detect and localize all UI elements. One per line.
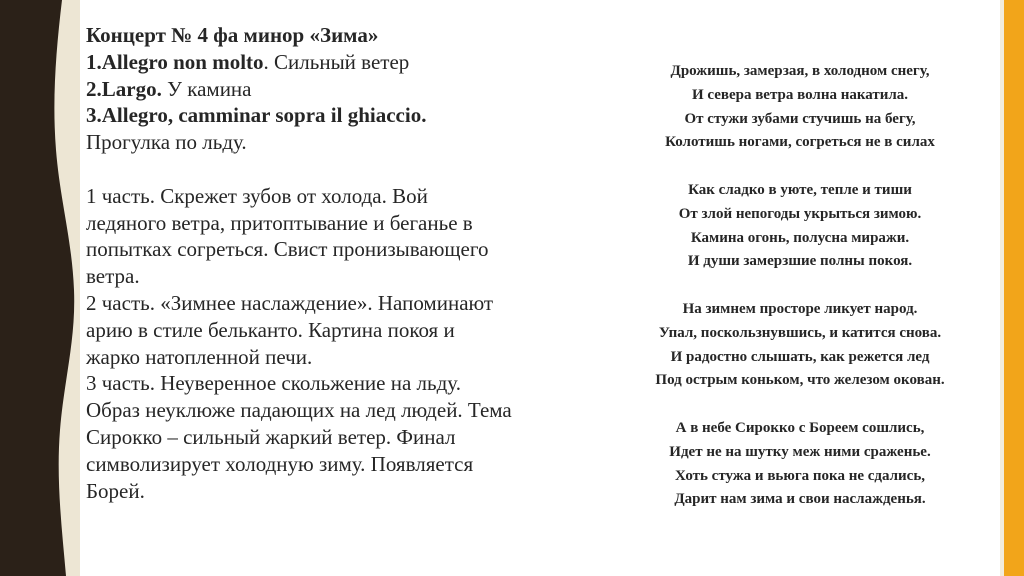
left-decorative-edge xyxy=(0,0,80,576)
movement-1-name: 1.Allegro non molto xyxy=(86,49,264,74)
movement-1 xyxy=(86,49,606,76)
poem-line: На зимнем просторе ликует народ. xyxy=(682,300,918,317)
description-line: символизирует холодную зиму. Появляется xyxy=(86,451,474,476)
description-line: 3 часть. Неуверенное скольжение на льду. xyxy=(86,371,461,396)
poem-line: И севера ветра волна накатила. xyxy=(691,86,909,103)
poem-line: От стужи зубами стучишь на бегу, xyxy=(684,110,916,127)
poem-line: А в небе Сирокко с Бореем сошлись, xyxy=(675,419,925,436)
description-line: жарко натопленной печи. xyxy=(86,344,313,369)
description-line: Образ неуклюже падающих на лед людей. Тема xyxy=(86,398,512,423)
description-line: ветра. xyxy=(86,264,140,289)
poem-line: Дарит нам зима и свои наслажденья. xyxy=(674,491,926,508)
poem-line: Как сладко в уюте, тепле и тиши xyxy=(688,181,912,198)
description-line: Сирокко – сильный жаркий ветер. Финал xyxy=(86,424,456,449)
poem xyxy=(610,60,990,512)
movement-3-subtitle: Прогулка по льду. xyxy=(86,130,247,155)
movement-1-subtitle: . Сильный ветер xyxy=(263,49,410,74)
poem-line: От злой непогоды укрыться зимою. xyxy=(678,205,922,222)
poem-line: Идет не на шутку меж ними сраженье. xyxy=(669,443,931,460)
poem-line: Хоть стужа и вьюга пока не сдались, xyxy=(674,467,926,484)
stanza-spacer xyxy=(610,155,990,179)
movement-2 xyxy=(86,76,606,103)
description-line: 2 часть. «Зимнее наслаждение». Напоминают xyxy=(86,290,494,315)
movement-3-name: 3.Allegro, camminar sopra il ghiaccio. xyxy=(86,103,427,128)
concert-title: Концерт № 4 фа минор «Зима» xyxy=(86,23,379,47)
concert-description xyxy=(86,22,606,504)
movement-2-name: 2.Largo. xyxy=(86,76,162,101)
poem-line: И души замерзшие полны покоя. xyxy=(687,253,913,270)
description-line: 1 часть. Скрежет зубов от холода. Вой xyxy=(86,183,428,208)
poem-line: И радостно слышать, как режется лед xyxy=(670,348,930,365)
right-decorative-edge xyxy=(1000,0,1024,576)
poem-line: Дрожишь, замерзая, в холодном снегу, xyxy=(670,63,930,79)
right-orange-band xyxy=(1004,0,1024,576)
poem-line: Колотишь ногами, согреться не в силах xyxy=(665,134,935,151)
movement-2-subtitle: У камина xyxy=(161,76,252,101)
poem-line: Камина огонь, полусна миражи. xyxy=(690,229,910,246)
description-line: арию в стиле бельканто. Картина покоя и xyxy=(86,317,455,342)
description-line: ледяного ветра, притоптывание и беганье в xyxy=(86,210,473,235)
description-line: Борей. xyxy=(86,478,145,503)
poem-line: Под острым коньком, что железом окован. xyxy=(655,372,945,389)
description-line: попытках согреться. Свист пронизывающего xyxy=(86,237,489,262)
stanza-spacer xyxy=(610,274,990,298)
spacer xyxy=(86,156,606,183)
stanza-spacer xyxy=(610,393,990,417)
poem-line: Упал, поскользнувшись, и катится снова. xyxy=(658,324,942,341)
